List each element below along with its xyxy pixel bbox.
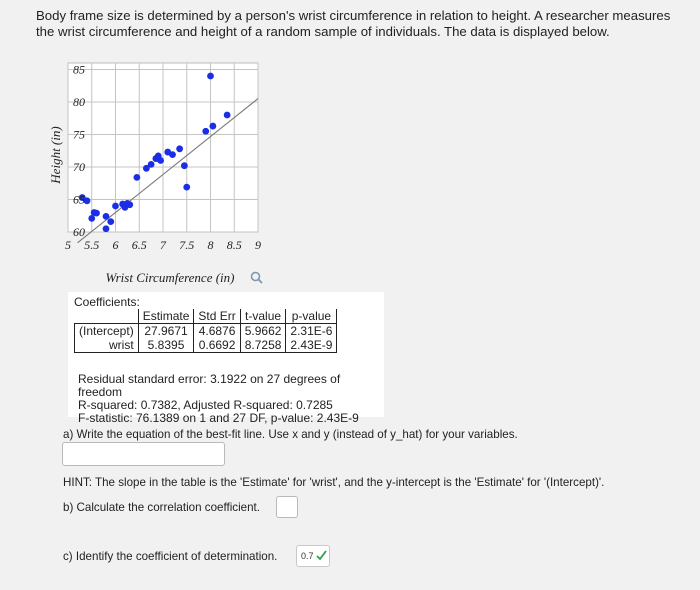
f-statistic: F-statistic: 76.1389 on 1 and 27 DF, p-value: 2.43E-9 (78, 411, 359, 425)
data-point (148, 161, 155, 168)
header-std-err: Std Err (194, 309, 240, 324)
intercept-estimate: 27.9671 (138, 324, 194, 339)
intercept-t-value: 5.9662 (240, 324, 286, 339)
x-tick-label: 7.5 (179, 238, 195, 252)
y-axis-label: Height (in) (48, 126, 63, 184)
data-point (157, 157, 164, 164)
x-tick-labels (65, 238, 261, 252)
y-tick-label: 85 (73, 62, 85, 77)
question-a: a) Write the equation of the best-fit line. Use x and y (instead of y_hat) for your variables. (63, 428, 518, 441)
intercept-p-value: 2.31E-6 (286, 324, 337, 339)
wrist-t-value: 8.7258 (240, 338, 286, 353)
problem-intro: Body frame size is determined by a person's wrist circumference in relation to height. A researcher measures the wrist circumference and height of a random sample of individuals. The data is displayed below. (36, 8, 671, 39)
data-point (91, 209, 98, 216)
regression-output (68, 292, 384, 425)
checkmark-icon (316, 550, 327, 561)
data-point (103, 225, 110, 232)
x-tick-label: 5.5 (84, 238, 100, 252)
x-tick-label: 8 (207, 238, 214, 252)
x-tick-label: 8.5 (226, 238, 242, 252)
x-tick-label: 5 (65, 238, 71, 252)
header-t-value: t-value (240, 309, 286, 324)
determination-answer[interactable] (296, 545, 330, 567)
r-squared: R-squared: 0.7382, Adjusted R-squared: 0.7285 (78, 398, 333, 412)
y-tick-label: 60 (73, 225, 85, 239)
y-tick-label: 70 (73, 160, 85, 174)
data-point (181, 162, 188, 169)
y-tick-label: 75 (73, 127, 85, 142)
coefficients-table (74, 309, 337, 353)
equation-input[interactable] (62, 442, 225, 466)
row-label-intercept: (Intercept) (75, 324, 139, 339)
header-p-value: p-value (286, 309, 337, 324)
header-estimate: Estimate (138, 309, 194, 324)
magnify-icon[interactable] (250, 271, 263, 284)
hint-text: HINT: The slope in the table is the 'Estimate' for 'wrist', and the y-intercept is the 'Estimate' for '(Intercept)'. (63, 476, 605, 489)
data-point (133, 174, 140, 181)
data-point (169, 151, 176, 158)
data-point (183, 184, 190, 191)
residual-standard-error: Residual standard error: 3.1922 on 27 degrees of freedom (78, 372, 341, 399)
model-summary (78, 373, 384, 425)
x-tick-label: 6 (112, 238, 119, 252)
data-point (126, 201, 133, 208)
y-tick-label: 80 (73, 95, 85, 109)
data-point (176, 145, 183, 152)
intercept-std-err: 4.6876 (194, 324, 240, 339)
x-axis-label: Wrist Circumference (in) (105, 270, 235, 285)
y-tick-label: 65 (73, 192, 85, 207)
x-tick-label: 7 (160, 238, 166, 252)
wrist-estimate: 5.8395 (138, 338, 194, 353)
data-point (119, 201, 126, 208)
x-tick-label: 6.5 (131, 238, 147, 252)
data-point (112, 203, 119, 210)
data-point (103, 213, 110, 220)
data-point (88, 215, 95, 222)
table-row (75, 324, 337, 339)
wrist-std-err: 0.6692 (194, 338, 240, 353)
table-row (75, 338, 337, 353)
coefficients-title: Coefficients: (74, 295, 140, 309)
data-point (224, 112, 231, 119)
data-point (207, 73, 214, 80)
wrist-p-value: 2.43E-9 (286, 338, 337, 353)
plot-grid (68, 63, 258, 232)
x-tick-label: 9 (255, 238, 261, 252)
data-point (209, 123, 216, 130)
question-c: c) Identify the coefficient of determination. (63, 550, 278, 563)
header-blank (75, 309, 139, 324)
data-point (107, 218, 114, 225)
determination-answer-value: 0.7 (301, 551, 314, 561)
correlation-input[interactable] (276, 496, 298, 518)
question-b: b) Calculate the correlation coefficient. (63, 501, 260, 514)
row-label-wrist: wrist (75, 338, 139, 353)
data-point (202, 128, 209, 135)
